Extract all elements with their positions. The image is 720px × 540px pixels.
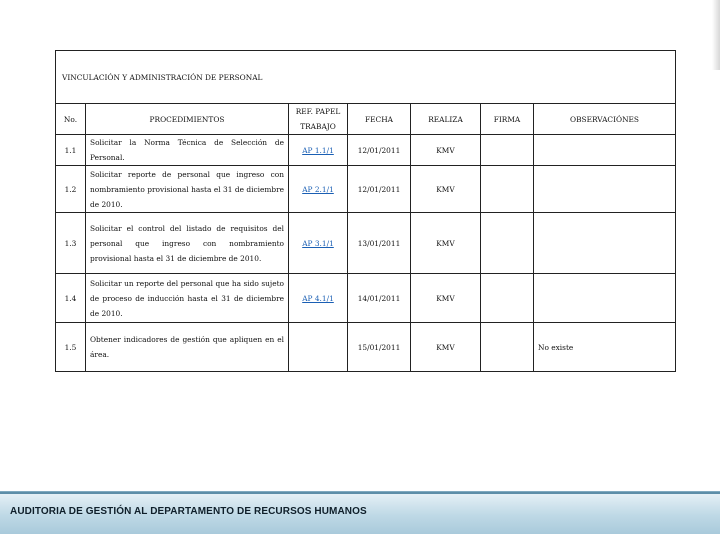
header-firma: FIRMA bbox=[481, 104, 534, 135]
table-row bbox=[56, 166, 676, 213]
row-ref-link[interactable]: AP 2.1/1 bbox=[302, 184, 334, 194]
row-number: 1.5 bbox=[56, 323, 86, 372]
row-observaciones bbox=[534, 213, 676, 274]
row-ref-link[interactable]: AP 1.1/1 bbox=[302, 145, 334, 155]
procedures-table bbox=[55, 50, 676, 372]
row-number: 1.3 bbox=[56, 213, 86, 274]
row-number: 1.1 bbox=[56, 135, 86, 166]
row-ref-cell bbox=[289, 323, 348, 372]
row-ref-cell bbox=[289, 135, 348, 166]
header-observaciones: OBSERVACIÓNES bbox=[534, 104, 676, 135]
header-row bbox=[56, 104, 676, 135]
row-ref-cell bbox=[289, 166, 348, 213]
table-row bbox=[56, 213, 676, 274]
row-realiza: KMV bbox=[411, 135, 481, 166]
header-fecha: FECHA bbox=[348, 104, 411, 135]
footer-divider bbox=[0, 492, 720, 494]
row-procedure: Solicitar la Norma Técnica de Selección de Personal. bbox=[86, 135, 289, 166]
row-date: 15/01/2011 bbox=[348, 323, 411, 372]
row-observaciones: No existe bbox=[534, 323, 676, 372]
row-firma bbox=[481, 135, 534, 166]
header-realiza: REALIZA bbox=[411, 104, 481, 135]
row-date: 12/01/2011 bbox=[348, 166, 411, 213]
row-procedure: Solicitar el control del listado de requisitos del personal que ingreso con nombramiento provisional hasta el 31 de diciembre de 2010. bbox=[86, 213, 289, 274]
row-procedure: Solicitar un reporte del personal que ha sido sujeto de proceso de inducción hasta el 31 de diciembre de 2010. bbox=[86, 274, 289, 323]
header-no: No. bbox=[56, 104, 86, 135]
table-title: VINCULACIÓN Y ADMINISTRACIÓN DE PERSONAL bbox=[56, 51, 676, 104]
table-row bbox=[56, 274, 676, 323]
header-ref: REF. PAPEL TRABAJO bbox=[289, 104, 348, 135]
row-ref-link[interactable]: AP 3.1/1 bbox=[302, 238, 334, 248]
table-row bbox=[56, 323, 676, 372]
row-procedure: Obtener indicadores de gestión que apliquen en el área. bbox=[86, 323, 289, 372]
table-row bbox=[56, 135, 676, 166]
row-realiza: KMV bbox=[411, 274, 481, 323]
row-firma bbox=[481, 323, 534, 372]
procedures-table-wrapper bbox=[55, 50, 675, 372]
footer-title: AUDITORIA DE GESTIÓN AL DEPARTAMENTO DE RECURSOS HUMANOS bbox=[10, 506, 367, 517]
row-firma bbox=[481, 213, 534, 274]
row-firma bbox=[481, 274, 534, 323]
row-realiza: KMV bbox=[411, 166, 481, 213]
row-ref-cell bbox=[289, 213, 348, 274]
row-ref-link[interactable]: AP 4.1/1 bbox=[302, 293, 334, 303]
header-procedimientos: PROCEDIMIENTOS bbox=[86, 104, 289, 135]
row-procedure: Solicitar reporte de personal que ingreso con nombramiento provisional hasta el 31 de diciembre de 2010. bbox=[86, 166, 289, 213]
row-firma bbox=[481, 166, 534, 213]
row-observaciones bbox=[534, 274, 676, 323]
row-realiza: KMV bbox=[411, 323, 481, 372]
row-number: 1.4 bbox=[56, 274, 86, 323]
row-realiza: KMV bbox=[411, 213, 481, 274]
page-edge-shade bbox=[712, 0, 720, 70]
row-number: 1.2 bbox=[56, 166, 86, 213]
row-observaciones bbox=[534, 166, 676, 213]
row-ref-cell bbox=[289, 274, 348, 323]
row-date: 14/01/2011 bbox=[348, 274, 411, 323]
row-date: 12/01/2011 bbox=[348, 135, 411, 166]
row-date: 13/01/2011 bbox=[348, 213, 411, 274]
row-observaciones bbox=[534, 135, 676, 166]
